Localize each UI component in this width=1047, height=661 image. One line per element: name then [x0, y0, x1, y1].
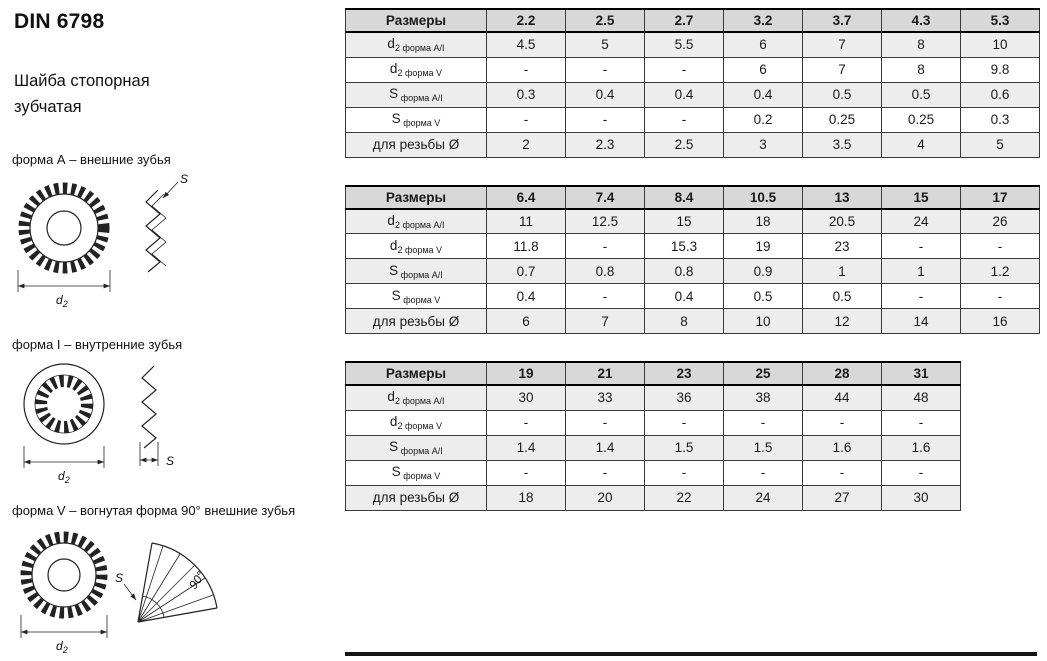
value-cell: 1.6 — [803, 435, 882, 460]
value-cell: 0.4 — [724, 82, 803, 107]
value-cell: 14 — [882, 309, 961, 334]
d2-dimension-label: $d_2$ — [58, 469, 70, 485]
row-label-cell: S $_{форма V}$ — [346, 460, 487, 485]
value-cell: 0.8 — [566, 259, 645, 284]
internal-teeth-ring — [41, 381, 87, 427]
washer-hole-circle — [48, 559, 80, 591]
page-title: DIN 6798 — [14, 10, 105, 33]
angle-label: 90° — [185, 568, 208, 592]
value-cell: - — [645, 107, 724, 132]
value-cell: 0.2 — [724, 107, 803, 132]
value-cell: - — [566, 410, 645, 435]
value-cell: - — [645, 460, 724, 485]
size-header-cell: 2.5 — [566, 9, 645, 32]
value-cell: 0.4 — [645, 284, 724, 309]
value-cell: - — [724, 410, 803, 435]
value-cell: - — [487, 410, 566, 435]
row-label-cell: $d_{2 форма А/I}$ — [346, 32, 487, 57]
form-a-label: форма А – внешние зубья — [12, 152, 171, 167]
value-cell: 12 — [803, 309, 882, 334]
size-header-cell: 21 — [566, 362, 645, 385]
value-cell: 0.7 — [487, 259, 566, 284]
value-cell: 6 — [487, 309, 566, 334]
table-row — [346, 385, 961, 410]
row-label-cell: $d_{2 форма А/I}$ — [346, 209, 487, 234]
row-label-cell: $d_{2 форма V}$ — [346, 57, 487, 82]
value-cell: 48 — [882, 385, 961, 410]
table-row — [346, 209, 1040, 234]
size-header-cell: 10.5 — [724, 186, 803, 209]
value-cell: 0.5 — [724, 284, 803, 309]
value-cell: 0.5 — [803, 82, 882, 107]
table-row — [346, 284, 1040, 309]
value-cell: 12.5 — [566, 209, 645, 234]
value-cell: 1.4 — [487, 435, 566, 460]
value-cell: 0.3 — [961, 107, 1040, 132]
subtitle-line2: зубчатая — [14, 98, 82, 116]
value-cell: - — [882, 284, 961, 309]
value-cell: - — [645, 410, 724, 435]
value-cell: 6 — [724, 57, 803, 82]
value-cell: 11.8 — [487, 234, 566, 259]
value-cell: 7 — [803, 32, 882, 57]
subtitle-line1: Шайба стопорная — [14, 72, 150, 90]
value-cell: 24 — [724, 485, 803, 510]
size-header-cell: 5.3 — [961, 9, 1040, 32]
washer-body-circle — [32, 543, 96, 607]
size-header-cell: 6.4 — [487, 186, 566, 209]
tables-area — [345, 8, 1045, 538]
value-cell: 9.8 — [961, 57, 1040, 82]
value-cell: 5 — [566, 32, 645, 57]
value-cell: - — [487, 460, 566, 485]
size-table-2 — [345, 185, 1040, 335]
value-cell: 19 — [724, 234, 803, 259]
row-label-cell: $d_{2 форма V}$ — [346, 410, 487, 435]
value-cell: 10 — [961, 32, 1040, 57]
value-cell: 20 — [566, 485, 645, 510]
value-cell: 20.5 — [803, 209, 882, 234]
size-header-cell: 3.2 — [724, 9, 803, 32]
side-view-zigzag — [142, 366, 156, 448]
size-table-3 — [345, 361, 961, 511]
value-cell: 8 — [882, 57, 961, 82]
row-label-cell: S $_{форма V}$ — [346, 107, 487, 132]
size-header-cell: 15 — [882, 186, 961, 209]
row-label-cell: для резьбы Ø — [346, 485, 487, 510]
value-cell: 0.4 — [566, 82, 645, 107]
form-a-drawing — [12, 170, 222, 320]
value-cell: 1.5 — [724, 435, 803, 460]
left-column — [12, 8, 347, 658]
value-cell: 1.5 — [645, 435, 724, 460]
size-header-cell: 19 — [487, 362, 566, 385]
table-row — [346, 309, 1040, 334]
s-dimension-arrow — [163, 182, 178, 198]
value-cell: 15 — [645, 209, 724, 234]
d2-dimension-label: $d_2$ — [56, 293, 68, 309]
value-cell: 0.25 — [803, 107, 882, 132]
value-cell: 0.5 — [882, 82, 961, 107]
value-cell: 38 — [724, 385, 803, 410]
value-cell: - — [961, 234, 1040, 259]
value-cell: - — [566, 460, 645, 485]
table-row — [346, 107, 1040, 132]
value-cell: 30 — [882, 485, 961, 510]
form-v-drawing — [12, 520, 242, 660]
value-cell: - — [803, 460, 882, 485]
value-cell: 7 — [566, 309, 645, 334]
value-cell: 0.9 — [724, 259, 803, 284]
page-bottom-rule — [345, 652, 1037, 656]
value-cell: 8 — [882, 32, 961, 57]
value-cell: 2 — [487, 132, 566, 157]
washer-hole-circle — [47, 211, 81, 245]
d2-dimension-label: $d_2$ — [56, 639, 68, 655]
washer-body-circle — [30, 194, 98, 262]
table-row — [346, 32, 1040, 57]
value-cell: 8 — [645, 309, 724, 334]
value-cell: 0.25 — [882, 107, 961, 132]
value-cell: - — [961, 284, 1040, 309]
row-label-cell: S $_{форма А/I}$ — [346, 259, 487, 284]
value-cell: 26 — [961, 209, 1040, 234]
table-title-cell: Размеры — [346, 362, 487, 385]
value-cell: 0.4 — [487, 284, 566, 309]
row-label-cell: для резьбы Ø — [346, 309, 487, 334]
value-cell: 11 — [487, 209, 566, 234]
table-row — [346, 485, 961, 510]
value-cell: 1.2 — [961, 259, 1040, 284]
value-cell: - — [882, 460, 961, 485]
form-i-drawing — [12, 354, 222, 486]
table-row — [346, 82, 1040, 107]
row-label-cell: S $_{форма А/I}$ — [346, 435, 487, 460]
table-header-row — [346, 186, 1040, 209]
table-row — [346, 234, 1040, 259]
value-cell: - — [566, 284, 645, 309]
table-row — [346, 460, 961, 485]
table-header-row — [346, 9, 1040, 32]
s-dimension-label: S — [115, 571, 124, 585]
size-header-cell: 2.7 — [645, 9, 724, 32]
value-cell: 3 — [724, 132, 803, 157]
value-cell: 0.6 — [961, 82, 1040, 107]
value-cell: 1.6 — [882, 435, 961, 460]
table-row — [346, 132, 1040, 157]
form-v-label: форма V – вогнутая форма 90° внешние зубья — [12, 503, 296, 518]
table-row — [346, 259, 1040, 284]
size-header-cell: 25 — [724, 362, 803, 385]
size-header-cell: 4.3 — [882, 9, 961, 32]
value-cell: 0.3 — [487, 82, 566, 107]
value-cell: 1 — [882, 259, 961, 284]
value-cell: - — [566, 57, 645, 82]
value-cell: 5 — [961, 132, 1040, 157]
value-cell: 15.3 — [645, 234, 724, 259]
value-cell: 1 — [803, 259, 882, 284]
value-cell: 23 — [803, 234, 882, 259]
value-cell: 5.5 — [645, 32, 724, 57]
value-cell: 27 — [803, 485, 882, 510]
table-header-row — [346, 362, 961, 385]
value-cell: 3.5 — [803, 132, 882, 157]
value-cell: 33 — [566, 385, 645, 410]
size-header-cell: 31 — [882, 362, 961, 385]
value-cell: - — [566, 234, 645, 259]
size-header-cell: 8.4 — [645, 186, 724, 209]
external-teeth-ring — [26, 537, 102, 613]
table-title-cell: Размеры — [346, 9, 487, 32]
value-cell: 4 — [882, 132, 961, 157]
value-cell: - — [803, 410, 882, 435]
value-cell: - — [487, 107, 566, 132]
value-cell: 0.8 — [645, 259, 724, 284]
value-cell: - — [566, 107, 645, 132]
value-cell: 22 — [645, 485, 724, 510]
s-dimension-label: S — [166, 454, 175, 468]
value-cell: - — [882, 234, 961, 259]
value-cell: 18 — [487, 485, 566, 510]
size-table-1 — [345, 8, 1040, 158]
value-cell: 7 — [803, 57, 882, 82]
size-header-cell: 28 — [803, 362, 882, 385]
row-label-cell: S $_{форма V}$ — [346, 284, 487, 309]
value-cell: - — [487, 57, 566, 82]
form-i-label: форма I – внутренние зубья — [12, 337, 183, 352]
size-header-cell: 2.2 — [487, 9, 566, 32]
value-cell: - — [882, 410, 961, 435]
value-cell: 10 — [724, 309, 803, 334]
value-cell: - — [724, 460, 803, 485]
value-cell: 6 — [724, 32, 803, 57]
size-header-cell: 7.4 — [566, 186, 645, 209]
value-cell: 1.4 — [566, 435, 645, 460]
s-dimension-label: S — [180, 172, 189, 186]
size-header-cell: 17 — [961, 186, 1040, 209]
value-cell: 0.5 — [803, 284, 882, 309]
value-cell: 44 — [803, 385, 882, 410]
subtitle — [14, 68, 150, 120]
external-teeth-ring — [24, 188, 104, 268]
size-header-cell: 3.7 — [803, 9, 882, 32]
value-cell: - — [645, 57, 724, 82]
size-header-cell: 13 — [803, 186, 882, 209]
row-label-cell: $d_{2 форма А/I}$ — [346, 385, 487, 410]
row-label-cell: S $_{форма А/I}$ — [346, 82, 487, 107]
table-title-cell: Размеры — [346, 186, 487, 209]
row-label-cell: для резьбы Ø — [346, 132, 487, 157]
value-cell: 2.3 — [566, 132, 645, 157]
table-row — [346, 435, 961, 460]
value-cell: 24 — [882, 209, 961, 234]
table-row — [346, 57, 1040, 82]
table-row — [346, 410, 961, 435]
value-cell: 30 — [487, 385, 566, 410]
value-cell: 18 — [724, 209, 803, 234]
value-cell: 0.4 — [645, 82, 724, 107]
value-cell: 16 — [961, 309, 1040, 334]
s-dimension-arrow — [124, 584, 136, 600]
size-header-cell: 23 — [645, 362, 724, 385]
value-cell: 36 — [645, 385, 724, 410]
value-cell: 2.5 — [645, 132, 724, 157]
value-cell: 4.5 — [487, 32, 566, 57]
row-label-cell: $d_{2 форма V}$ — [346, 234, 487, 259]
